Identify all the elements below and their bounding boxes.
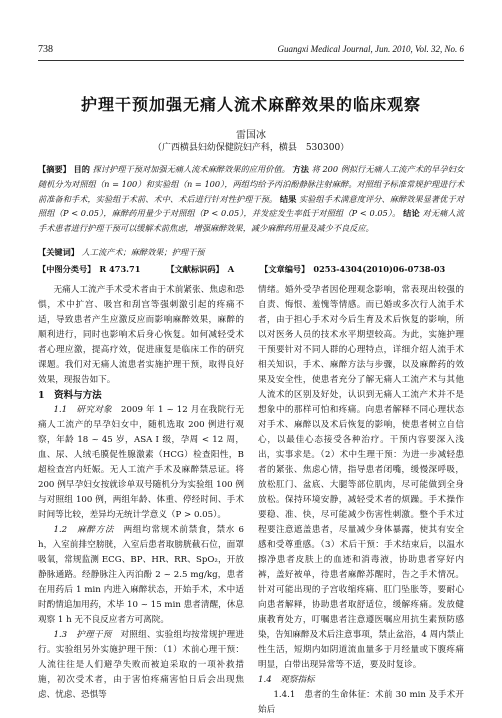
journal-citation: Guangxi Medical Journal, Jun. 2010, Vol. 32, No. 6 [277, 44, 464, 54]
body-columns [38, 283, 464, 718]
intro-paragraph: 无痛人工流产手术受术者由于术前紧张、焦虑和恐惧，术中扩宫、吸宫和刮宫等强刺激引起的疼痛不适，导致患者产生应激反应而影响麻醉效果，麻醉的顺利进行，同时也影响术后身心恢复。如何减轻受术者心理应激，提高疗效，促进康复是临床工作的研究课题。我们对无痛人流患者实施护理干预，取得良好效果，现报告如下。 [38, 285, 244, 385]
paragraph-1-1 [38, 403, 244, 523]
result-label: 结果 [279, 193, 297, 204]
clc-number: 【中图分类号】 R 473.71 [38, 264, 141, 274]
subsection-1-3-label: 1.3 护理干预 [53, 630, 112, 640]
article-title: 护理干预加强无痛人流术麻醉效果的临床观察 [80, 95, 421, 114]
result-text: 实验组手术满意度评分、麻醉效果显著优于对照组（P < 0.05），麻醉药用量少于对照组（P < 0.05），并发症发生率低于对照组（P < 0.05）。 [38, 193, 464, 219]
objective-label: 目的 [73, 164, 90, 174]
conclusion-text: 对无痛人流手术患者进行护理干预可以缓解术前焦虑，增强麻醉效果，减少麻醉药用量及减少不良反应。 [38, 208, 464, 234]
subsection-1-4-heading: 1.4 观察指标 [258, 675, 315, 685]
paragraph-1-3 [38, 628, 244, 703]
subsection-1-3-text: 对照组、实验组均按常规护理进行。实验组另外实施护理干预：（1）术前心理干预：人流往往是人们避孕失败而被迫采取的一项补救措施，初次受术者，由于害怕疼痛害怕日后会出现焦虑、忧虑、恐惧等 [38, 630, 244, 700]
document-code: 【文献标识码】 A [166, 264, 235, 274]
abstract-label: 【摘要】 [38, 164, 71, 174]
subsection-1-2-label: 1.2 麻醉方法 [53, 525, 115, 535]
author: 雷国冰 [236, 130, 266, 141]
section-heading-1: 1 资料与方法 [38, 390, 102, 401]
header-rule [38, 60, 464, 61]
running-header [38, 44, 464, 58]
subsection-1-2-text: 两组均常规术前禁食，禁水 6 h，入室前排空膀胱，入室后患者取膀胱截石位，面罩吸氧，常规监测 ECG、BP、HR、RR、SpO₂，开放静脉通路。经静脉注入丙泊酚 2 ~ 2.5 mg/kg，患者在用药后 1 min 内进入麻醉状态，开始手术，术中适时酌情追加用药，术毕 10 ~ 15 min 患者清醒，休息观察 1 h 无不良反应者方可离院。 [38, 525, 244, 625]
method-text: 将 200 例拟行无痛人工流产术的早孕妇女随机分为对照组（n = 100）和实验组（n = 100），两组均给予丙泊酚静脉注射麻醉。对照组予标准常规护理进行术前准备和手术，实验组于术前、术中、术后进行针对性护理干预。 [38, 164, 464, 204]
paragraph-1-2 [38, 523, 244, 628]
left-column [38, 283, 244, 718]
subsection-1-1-text: 2009 年 1 ~ 12 月在我院行无痛人工流产的早孕妇女中，随机选取 200 例进行观察，年龄 18 ~ 45 岁，ASA Ⅰ 级，孕周 < 12 周，血、尿、人绒毛膜促性腺激素（HCG）检查阳性，B 超检查宫内妊娠。无人工流产手术及麻醉禁忌证。将 200 例早孕妇女按就诊单双号随机分为实验组 100 例与对照组 100 例，两组年龄、体重、停经时间、手术时间等比较，差异均无统计学意义（P > 0.05）。 [38, 405, 244, 520]
page-number: 738 [38, 44, 53, 55]
paragraph-1-3-continued: 情绪。婚外受孕者因伦理观念影响，常表现出较强的自责、悔恨、羞愧等情感。而已婚或多次行人流手术者，由于担心手术对今后生育及术后恢复的影响，所以对医务人员的技术水平期望较高。为此，实施护理干预要针对不同人群的心理特点，详细介绍人流手术相关知识，手术、麻醉方法与步骤，以及麻醉药的效果及安全性，使患者充分了解无痛人工流产术与其他人流术的区别及好处，认识到无痛人工流产术并不是想象中的那样可怕和疼痛。向患者解释不同心理状态对手术、麻醉以及术后恢复的影响，使患者树立自信心，以最佳心态接受各种治疗。干预内容要深入浅出，实事求是。（2）术中生理干预：为进一步减轻患者的紧张、焦虑心情，指导患者闭嘴，缓慢深呼吸，放松肛门、盆底、大腿等部位肌肉，尽可能做到全身放松。保持环境安静，减轻受术者的烦躁。手术操作要稳、准、快，尽可能减少伤害性刺激。整个手术过程要注意遮盖患者，尽量减少身体暴露，使其有安全感和受尊重感。（3）术后干预：手术结束后，以温水擦净患者皮肤上的血迹和消毒液，协助患者穿好内裤，盖好被单，待患者麻醉苏醒时，告之手术情况。针对可能出现的子宫收缩疼痛、肛门坠胀等，要耐心向患者解释，协助患者取舒适位，缓解疼痛。发放健康教育处方，叮嘱患者注意遵医嘱应用抗生素预防感染，告知麻醉及术后注意事项，禁止盆浴，4 周内禁止性生活，短期内如阴道流血量多于月经量或下腹疼痛明显，白带出现异常等不适，要及时复诊。 [258, 285, 464, 670]
keywords-text: 人工流产术；麻醉效果；护理干预 [81, 247, 205, 257]
keywords [38, 247, 464, 258]
right-column [258, 283, 464, 718]
classification-row [38, 264, 464, 275]
article-number: 【文章编号】 0253-4304(2010)06-0738-03 [260, 264, 446, 274]
objective-text: 探讨护理干预对加强无痛人流术麻醉效果的应用价值。 [92, 164, 290, 174]
keywords-label: 【关键词】 [38, 247, 79, 257]
subsection-1-4-1: 1.4.1 患者的生命体征：术前 30 min 及手术开始后 [258, 690, 464, 715]
method-label: 方法 [292, 164, 309, 174]
affiliation: （广西横县妇幼保健院妇产科，横县 530300） [152, 143, 350, 153]
conclusion-label: 结论 [403, 208, 420, 219]
abstract [38, 162, 464, 236]
subsection-1-1-label: 1.1 研究对象 [53, 405, 113, 415]
